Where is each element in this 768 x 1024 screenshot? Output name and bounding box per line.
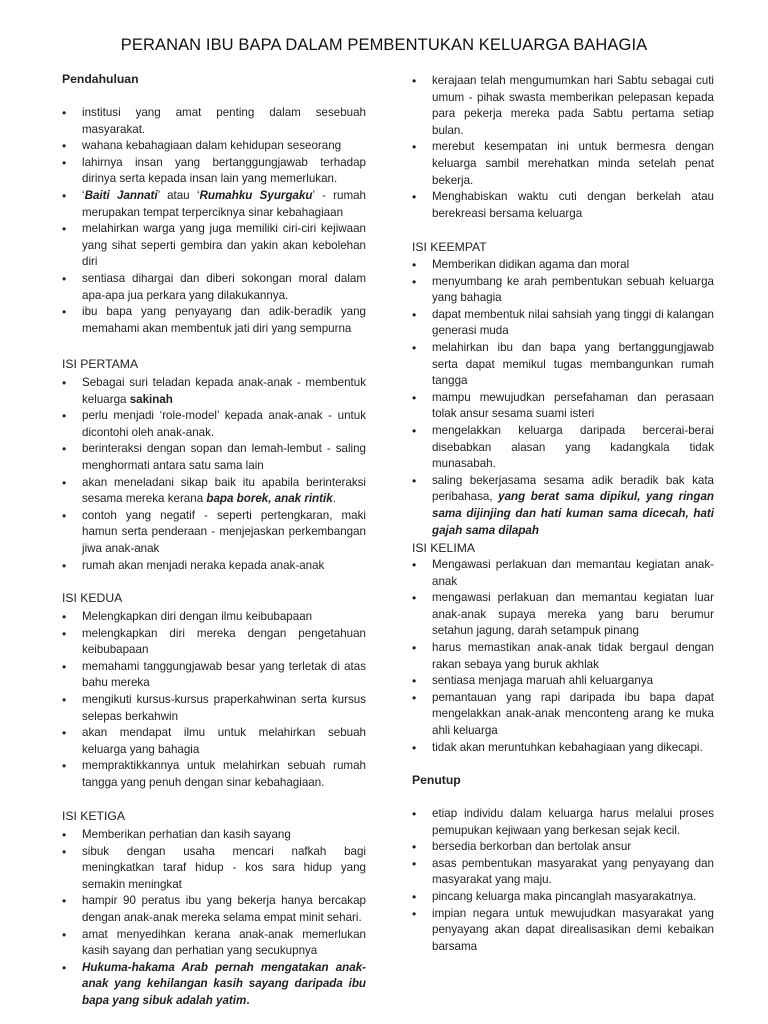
list-item: • Melengkapkan diri dengan ilmu keibubapaan [62, 609, 366, 626]
list-item: • akan meneladani sikap baik itu apabila berinteraksi sesama mereka kerana bapa borek, anak rintik. [62, 475, 366, 508]
heading-isi-kelima: ISI KELIMA [412, 541, 475, 555]
list-item: • sentiasa menjaga maruah ahli keluarganya [412, 673, 714, 690]
list-item: • harus memastikan anak-anak tidak bergaul dengan rakan sebaya yang buruk akhlak [412, 640, 714, 673]
list-item: • melengkapkan diri mereka dengan pengetahuan keibubapaan [62, 626, 366, 659]
list-item: • Menghabiskan waktu cuti dengan berkelah atau berekreasi bersama keluarga [412, 189, 714, 222]
list-isi-ketiga [62, 827, 366, 1010]
list-item: • sentiasa dihargai dan diberi sokongan moral dalam apa-apa jua perkara yang dilakukannya. [62, 271, 366, 304]
list-item: • etiap individu dalam keluarga harus melalui proses pemupukan kejiwaan yang berkesan sejak kecil. [412, 806, 714, 839]
list-item: • Hukuma-hakama Arab pernah mengatakan anak-anak yang kehilangan kasih sayang daripada ibu bapa yang sibuk adalah yatim. [62, 960, 366, 1010]
page-title: PERANAN IBU BAPA DALAM PEMBENTUKAN KELUARGA BAHAGIA [120, 36, 648, 54]
list-item: • dapat membentuk nilai sahsiah yang tinggi di kalangan generasi muda [412, 307, 714, 340]
list-item: • Mengawasi perlakuan dan memantau kegiatan anak-anak [412, 557, 714, 590]
list-item: • amat menyedihkan kerana anak-anak memerlukan kasih sayang dan perhatian yang secukupnya [62, 927, 366, 960]
heading-isi-pertama: ISI PERTAMA [62, 357, 139, 371]
list-isi-pertama [62, 375, 366, 574]
heading-penutup: Penutup [412, 773, 461, 787]
list-isi-kedua [62, 609, 366, 792]
list-item: • lahirnya insan yang bertanggungjawab terhadap dirinya serta kepada insan lain yang memerlukan. [62, 155, 366, 188]
list-item: • melahirkan warga yang juga memiliki ciri-ciri kejiwaan yang sihat seperti gembira dan yakin akan kebolehan diri [62, 221, 366, 271]
list-item: • Memberikan didikan agama dan moral [412, 257, 714, 274]
list-item: • saling bekerjasama sesama adik beradik bak kata peribahasa, yang berat sama dipikul, yang ringan sama dijinjing dan hati kuman sama dicecah, hati gajah sama dilapah [412, 473, 714, 539]
list-item: • hampir 90 peratus ibu yang bekerja hanya bercakap dengan anak-anak mereka selama empat minit sehari. [62, 893, 366, 926]
list-item: • berinteraksi dengan sopan dan lemah-lembut - saling menghormati antara satu sama lain [62, 441, 366, 474]
list-item: • institusi yang amat penting dalam sesebuah masyarakat. [62, 105, 366, 138]
list-item: • mengawasi perlakuan dan memantau kegiatan luar anak-anak supaya mereka yang baru berumur setahun jagung, darah setampuk pinang [412, 590, 714, 640]
list-item: • rumah akan menjadi neraka kepada anak-anak [62, 558, 366, 575]
list-isi-keempat [412, 257, 714, 539]
list-item: • asas pembentukan masyarakat yang penyayang dan masyarakat yang maju. [412, 856, 714, 889]
list-item: • mengelakkan keluarga daripada bercerai-berai disebabkan alasan yang kadangkala tidak munasabah. [412, 423, 714, 473]
list-item: • mengikuti kursus-kursus praperkahwinan serta kursus selepas berkahwin [62, 692, 366, 725]
list-item: • pemantauan yang rapi daripada ibu bapa dapat mengelakkan anak-anak menconteng arang ke muka ahli keluarga [412, 690, 714, 740]
list-item: • mempraktikkannya untuk melahirkan sebuah rumah tangga yang penuh dengan sinar kebahagiaan. [62, 758, 366, 791]
list-item: • mampu mewujudkan persefahaman dan perasaan tolak ansur sesama suami isteri [412, 390, 714, 423]
list-item: • sibuk dengan usaha mencari nafkah bagi meningkatkan taraf hidup - kos sara hidup yang semakin meningkat [62, 844, 366, 894]
list-item: • Memberikan perhatian dan kasih sayang [62, 827, 366, 844]
heading-isi-keempat: ISI KEEMPAT [412, 240, 487, 254]
list-item: • ‘Baiti Jannati’ atau ‘Rumahku Syurgaku’ - rumah merupakan tempat terperciknya sinar kebahagiaan [62, 188, 366, 221]
list-item: • pincang keluarga maka pincanglah masyarakatnya. [412, 889, 714, 906]
list-item: • merebut kesempatan ini untuk bermesra dengan keluarga sambil merehatkan minda setelah penat bekerja. [412, 139, 714, 189]
list-item: • akan mendapat ilmu untuk melahirkan sebuah keluarga yang bahagia [62, 725, 366, 758]
list-item: • Sebagai suri teladan kepada anak-anak - membentuk keluarga sakinah [62, 375, 366, 408]
list-isi-kelima [412, 557, 714, 756]
list-item: • perlu menjadi ‘role-model’ kepada anak-anak - untuk dicontohi oleh anak-anak. [62, 408, 366, 441]
list-item: • memahami tanggungjawab besar yang terletak di atas bahu mereka [62, 659, 366, 692]
list-item: • melahirkan ibu dan bapa yang bertanggungjawab serta dapat memikul tugas membangunkan rumah tangga [412, 340, 714, 390]
list-item: • wahana kebahagiaan dalam kehidupan seseorang [62, 138, 366, 155]
list-intro [412, 73, 714, 222]
list-item: • contoh yang negatif - seperti pertengkaran, maki hamun serta penderaan - menjejaskan perkembangan jiwa anak-anak [62, 508, 366, 558]
list-item: • impian negara untuk mewujudkan masyarakat yang penyayang akan dapat direalisasikan demi kebaikan barsama [412, 906, 714, 956]
list-penutup [412, 806, 714, 955]
list-item: • menyumbang ke arah pembentukan sebuah keluarga yang bahagia [412, 274, 714, 307]
heading-pendahuluan: Pendahuluan [62, 72, 139, 86]
list-item: • kerajaan telah mengumumkan hari Sabtu sebagai cuti umum - pihak swasta memberikan pelepasan kepada para pekerja mereka pada Sabtu pertama setiap bulan. [412, 73, 714, 139]
list-item: • tidak akan meruntuhkan kebahagiaan yang dikecapi. [412, 740, 714, 757]
heading-isi-ketiga: ISI KETIGA [62, 809, 125, 823]
list-item: • ibu bapa yang penyayang dan adik-beradik yang memahami akan membentuk jati diri yang sempurna [62, 304, 366, 337]
list-pendahuluan [62, 105, 366, 337]
heading-isi-kedua: ISI KEDUA [62, 591, 123, 605]
list-item: • bersedia berkorban dan bertolak ansur [412, 839, 714, 856]
